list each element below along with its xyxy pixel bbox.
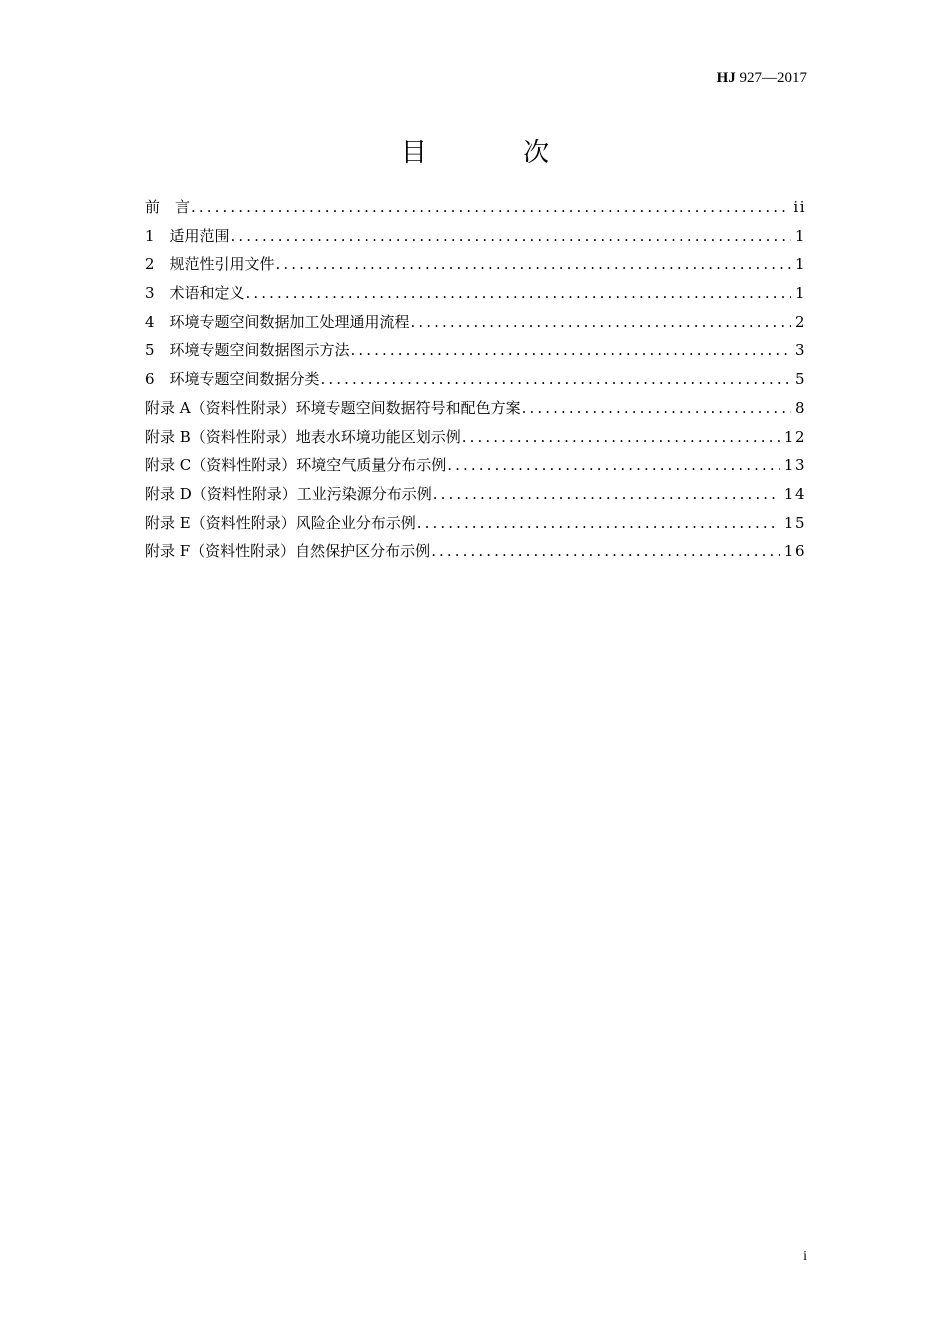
- toc-entry-label: 4 环境专题空间数据加工处理通用流程: [145, 312, 410, 331]
- toc-leader-dots: [431, 540, 780, 562]
- toc-entry[interactable]: [145, 311, 806, 340]
- toc-leader-dots: [231, 225, 791, 247]
- table-of-contents: [145, 196, 806, 569]
- toc-leader-dots: [351, 339, 791, 361]
- toc-entry-label: 附录 E（资料性附录）风险企业分布示例: [145, 513, 416, 532]
- toc-leader-dots: [417, 512, 780, 534]
- toc-entry[interactable]: [145, 426, 806, 455]
- toc-entry-page: 12: [783, 427, 806, 446]
- toc-entry-page: 3: [794, 341, 806, 360]
- toc-entry-label: 附录 D（资料性附录）工业污染源分布示例: [145, 484, 432, 503]
- toc-leader-dots: [276, 253, 791, 275]
- toc-leader-dots: [246, 282, 791, 304]
- toc-entry-page: 5: [794, 370, 806, 389]
- toc-leader-dots: [433, 483, 780, 505]
- toc-entry-label: 2 规范性引用文件: [145, 255, 275, 274]
- page-number: i: [803, 1249, 807, 1264]
- toc-entry[interactable]: [145, 225, 806, 254]
- toc-entry[interactable]: [145, 339, 806, 368]
- standard-code: [717, 69, 807, 87]
- toc-entry-label: 附录 A（资料性附录）环境专题空间数据符号和配色方案: [145, 398, 521, 417]
- toc-entry[interactable]: [145, 282, 806, 311]
- toc-entry[interactable]: [145, 512, 806, 541]
- toc-leader-dots: [191, 196, 789, 218]
- toc-entry-label: 1 适用范围: [145, 226, 230, 245]
- toc-leader-dots: [411, 311, 791, 333]
- toc-entry[interactable]: [145, 253, 806, 282]
- toc-leader-dots: [447, 454, 780, 476]
- toc-entry-page: 14: [783, 484, 806, 503]
- toc-leader-dots: [321, 368, 791, 390]
- toc-entry[interactable]: [145, 483, 806, 512]
- toc-entry-page: 15: [783, 513, 806, 532]
- toc-entry-page: 13: [783, 456, 806, 475]
- toc-entry-page: 8: [794, 398, 806, 417]
- toc-entry-page: 1: [794, 255, 806, 274]
- toc-entry-label: 5 环境专题空间数据图示方法: [145, 341, 350, 360]
- toc-entry-page: 1: [794, 226, 806, 245]
- toc-leader-dots: [462, 426, 780, 448]
- standard-code-prefix: HJ: [716, 70, 736, 86]
- toc-entry-label: 前 言: [145, 198, 191, 216]
- standard-code-number: 927—2017: [735, 70, 807, 86]
- page-title: 目 次: [400, 138, 594, 168]
- toc-entry-page: 1: [794, 284, 806, 303]
- toc-entry-label: 附录 F（资料性附录）自然保护区分布示例: [145, 542, 431, 561]
- toc-entry-label: 附录 B（资料性附录）地表水环境功能区划示例: [145, 427, 461, 446]
- toc-entry[interactable]: [145, 454, 806, 483]
- toc-entry-page: 2: [794, 312, 806, 331]
- toc-entry-page: 16: [783, 542, 806, 561]
- toc-entry[interactable]: [145, 368, 806, 397]
- toc-entry-page: ii: [793, 198, 806, 216]
- toc-entry-label: 6 环境专题空间数据分类: [145, 370, 320, 389]
- toc-entry[interactable]: [145, 397, 806, 426]
- toc-entry-label: 3 术语和定义: [145, 284, 245, 303]
- toc-entry-label: 附录 C（资料性附录）环境空气质量分布示例: [145, 456, 447, 475]
- toc-leader-dots: [522, 397, 791, 419]
- toc-entry[interactable]: [145, 196, 806, 225]
- toc-entry[interactable]: [145, 540, 806, 569]
